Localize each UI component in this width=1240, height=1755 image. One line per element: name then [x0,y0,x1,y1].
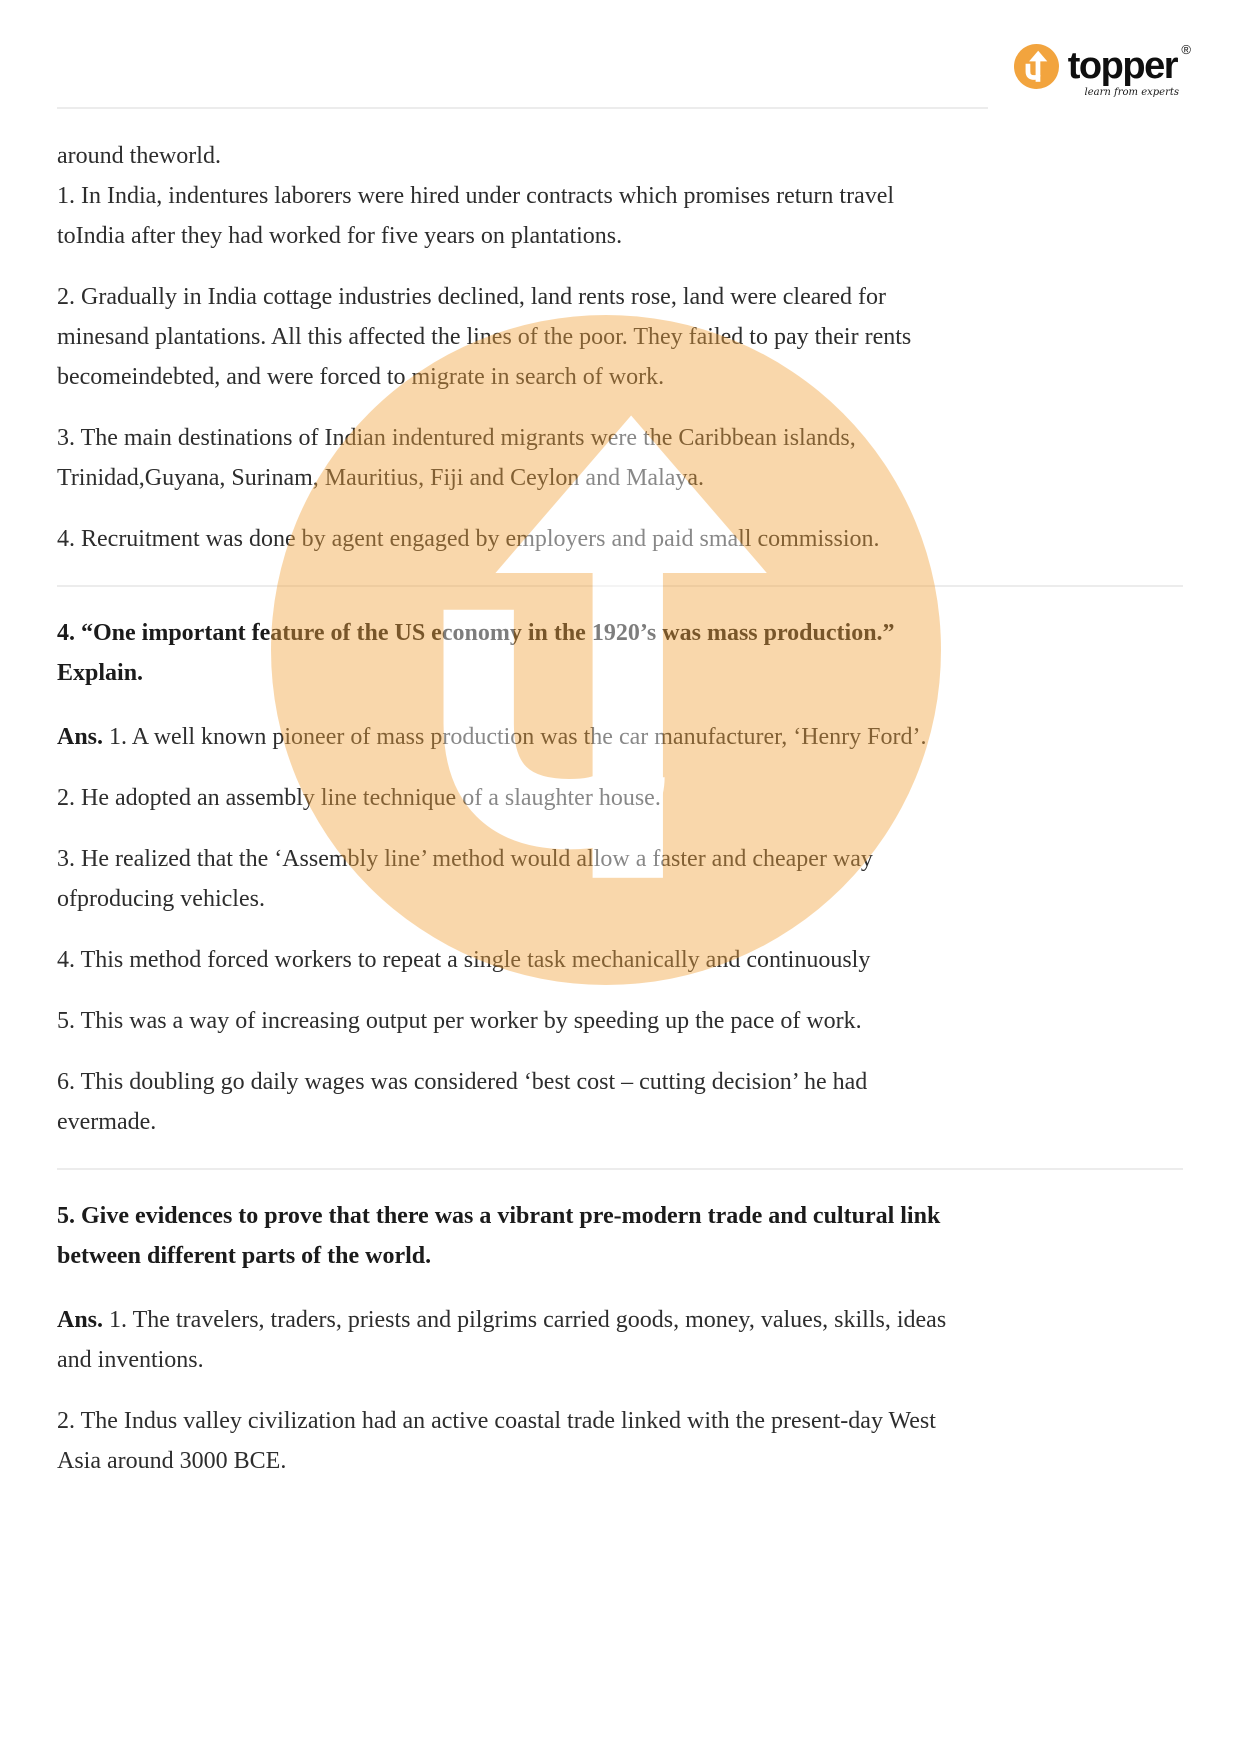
paragraph: 1. In India, indentures laborers were hired under contracts which promises return travel toIndia after they had worked for five years on plantations. [57,183,895,249]
paragraph: 3. The main destinations of Indian indentured migrants were the Caribbean islands, Trinidad,Guyana, Surinam, Mauritius, Fiji and Ceylon and Malaya. [57,425,856,491]
brand-wordmark: topper [1067,45,1177,87]
answer-paragraph: Ans. 1. The travelers, traders, priests and pilgrims carried goods, money, values, skills, ideas and inventions. [57,1307,947,1373]
question-heading: 5. Give evidences to prove that there was a vibrant pre-modern trade and cultural link between different parts of the world. [57,1203,941,1269]
answer-lead: Ans. [57,724,104,750]
paragraph: 2. The Indus valley civilization had an active coastal trade linked with the present-day West Asia around 3000 BCE. [57,1408,936,1474]
section-divider [57,1168,1183,1170]
header-divider [57,107,988,109]
document-body [57,136,1183,1502]
section-divider [57,585,1183,587]
answer-lead: Ans. [57,1307,104,1333]
paragraph: 4. This method forced workers to repeat a single task mechanically and continuously [57,947,871,973]
paragraph: 2. Gradually in India cottage industries declined, land rents rose, land were cleared for minesand plantations. All this affected the lines of the poor. They failed to pay their rents becomeindebted, and were forced to migrate in search of work. [57,284,912,390]
registered-mark: ® [1181,42,1191,57]
paragraph: around theworld. [57,143,221,169]
paragraph: 5. This was a way of increasing output per worker by speeding up the pace of work. [57,1008,862,1034]
paragraph: 3. He realized that the ‘Assembly line’ method would allow a faster and cheaper way ofproducing vehicles. [57,846,873,912]
paragraph: 2. He adopted an assembly line technique of a slaughter house. [57,785,661,811]
answer-paragraph: Ans. 1. A well known pioneer of mass production was the car manufacturer, ‘Henry Ford’. [57,724,927,750]
u-arrow-logo-icon [1014,44,1059,89]
paragraph: 4. Recruitment was done by agent engaged by employers and paid small commission. [57,526,880,552]
question-heading: 4. “One important feature of the US economy in the 1920’s was mass production.” Explain. [57,620,895,686]
brand-logo [1014,42,1191,98]
paragraph: 6. This doubling go daily wages was considered ‘best cost – cutting decision’ he had evermade. [57,1069,868,1135]
brand-tagline: learn from experts [1084,87,1179,98]
